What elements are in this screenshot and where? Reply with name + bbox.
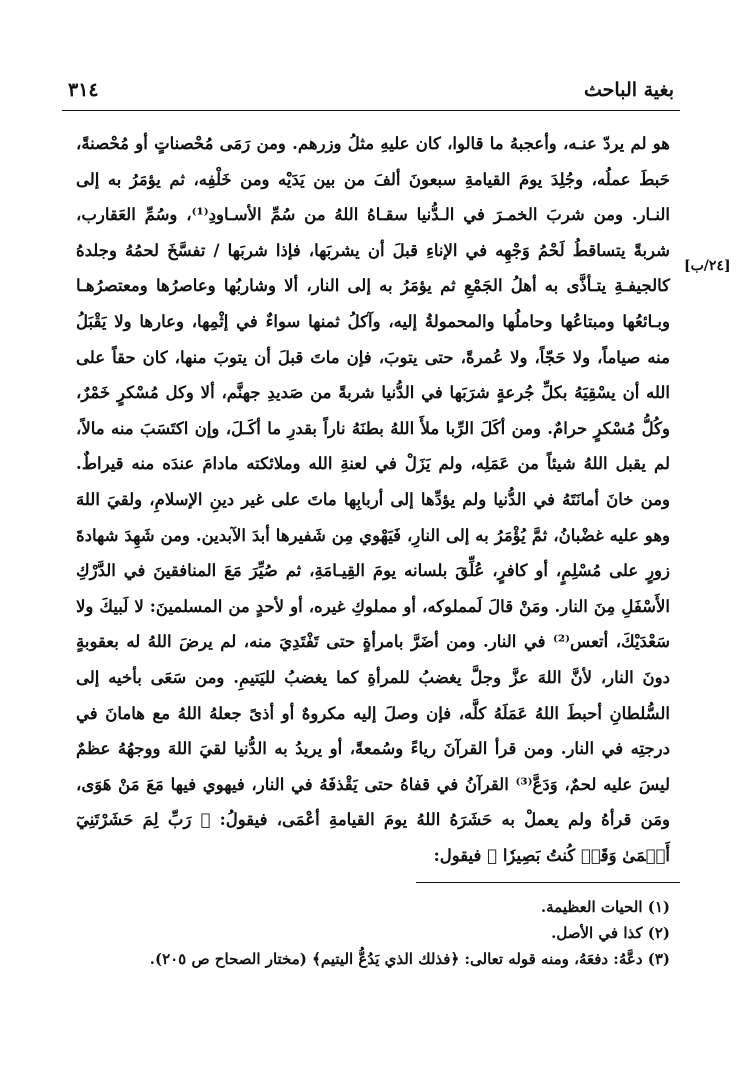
folio-margin-note: [٢٤/ب] (684, 258, 731, 274)
footnote-rule (416, 882, 680, 883)
page-number: ٣١٤ (68, 79, 99, 101)
header-rule (62, 110, 680, 111)
footnotes (76, 894, 670, 972)
main-text (76, 126, 670, 876)
footnote-2: (٢) كذا في الأصل. (551, 924, 670, 942)
footnote-3: (٣) دعَّهُ: دفعَهُ، ومنه قوله تعالى: ﴿فذلك الذي يَدُعُّ اليتيم﴾ (مختار الصحاح ص ٢٠٥). (149, 950, 670, 968)
running-header (68, 74, 674, 106)
footnote-1: (١) الحيات العظيمة. (540, 898, 670, 916)
main-paragraph: هو لم يردّ عنـه، وأعجبهُ ما قالوا، كان عليهِ مثلُ وزرهم. ومن رَمَى مُحْصناتٍ أو مُحْصنةً، حَبطَ عملُه، وجُلِدَ يومَ القيامةِ سبعونَ ألفَ من بين يَدَيْه ومن خَلْفِه، ثم يؤمَرُ به إلى النـار. ومن شربَ الخمـرَ في الـدُّنيا سقـاهُ اللهُ من سُمِّ الأسـاودِ⁽¹⁾، وسُمِّ العَقارب، شربةً يتساقطُ لَحْمُ وَجْهِه في الإناءِ قبلَ أن يشربَها، فإذا شربَها / تفسَّخَ لحمُهُ وجلدهُ كالجيفـةِ يتـأذَّى به أهلُ الجَمْعِ ثم يؤمَرُ به إلى النار، ألا وشاربُها وعاصرُها ومعتصرُهـا وبـائعُها ومبتاعُها وحاملُها والمحمولةُ إليه، وآكلُ ثمنها سواءٌ في إثْمِها، وعارها ولا يَقْبَلُ منه صياماً، ولا حَجّاً، ولا عُمرةً، حتى يتوبَ، فإن ماتَ قبلَ أن يتوبَ منها، كان حقاً على الله أن يسْقِيَهُ بكلِّ جُرعةٍ شرَبَها في الدُّنيا شربةً من صَديدِ جهنَّم، ألا وكل مُسْكرٍ خَمْرٌ، وكُلُّ مُسْكرٍ حرامٌ. ومن أكَلَ الرِّبا ملأَ اللهُ بطنَهُ ناراً بقدرِ ما أكَـلَ، وإن اكتَسَبَ منه مالاً، لم يقبل اللهُ شيئاً من عَمَلِه، ولم يَزَلْ في لعنةِ الله وملائكته مادامَ عندَه منه قيراطٌ. ومن خانَ أمانَتَهُ في الدُّنيا ولم يؤدِّها إلى أربابِها ماتَ على غير دينِ الإسلامِ، ولقيَ اللهَ وهو عليه غضْبانُ، ثمَّ يُؤْمَرُ به إلى النارِ، فَيَهْوي مِن شَفيرها أبدَ الآبدين. ومن شَهِدَ شهادةَ زورٍ على مُسْلِمٍ، أو كافرٍ، عُلِّقَ بلسانه يومَ القِيـامَةِ، ثم صُيِّرَ مَعَ المنافقينَ في الدَّرْكِ الأَسْفَلِ مِنَ النار. ومَنْ قالَ لَمملوكه، أو مملوكِ غيره، أو لأحدٍ من المسلمينَ: لا لَبيكَ ولا سَعْدَيْكَ، أتعس⁽²⁾ في النار. ومن أضَرَّ بامرأةٍ حتى تَفْتَدِيَ منه، لم يرضَ اللهُ له بعقوبةٍ دونَ النار، لأنَّ اللهَ عزَّ وجلَّ يغضبُ للمرأةِ كما يغضبُ لليَتيمِ. ومن سَعَى بأخيه إلى السُّلطانِ أحبطَ اللهُ عَمَلَهُ كلَّه، فإن وصلَ إليه مكروهٌ أو أذىً جعلهُ اللهُ مع هامانَ في درجتِه في النار. ومن قرأ القرآنَ رياءً وسُمعةً، أو يريدُ به الدُّنيا لقيَ اللهَ ووجهُهُ عظمٌ ليسَ عليه لحمٌ، وَدَعَّ⁽³⁾ القرآنُ في قفاهُ حتى يَقْذفَهُ في النار، فيهوي فيها مَعَ مَنْ هَوَى، ومَن قرأهُ ولم يعملْ به حَشَرَهُ اللهُ يومَ القيامةِ أعْمَى، فيقولُ: ﴿ رَبِّ لِمَ حَشَرْتَنِيٓ أَعۡمَىٰ وَقَدۡ كُنتُ بَصِيرٗا ﴾ فيقول: (76, 134, 670, 865)
book-title: بغية الباحث (584, 79, 674, 101)
